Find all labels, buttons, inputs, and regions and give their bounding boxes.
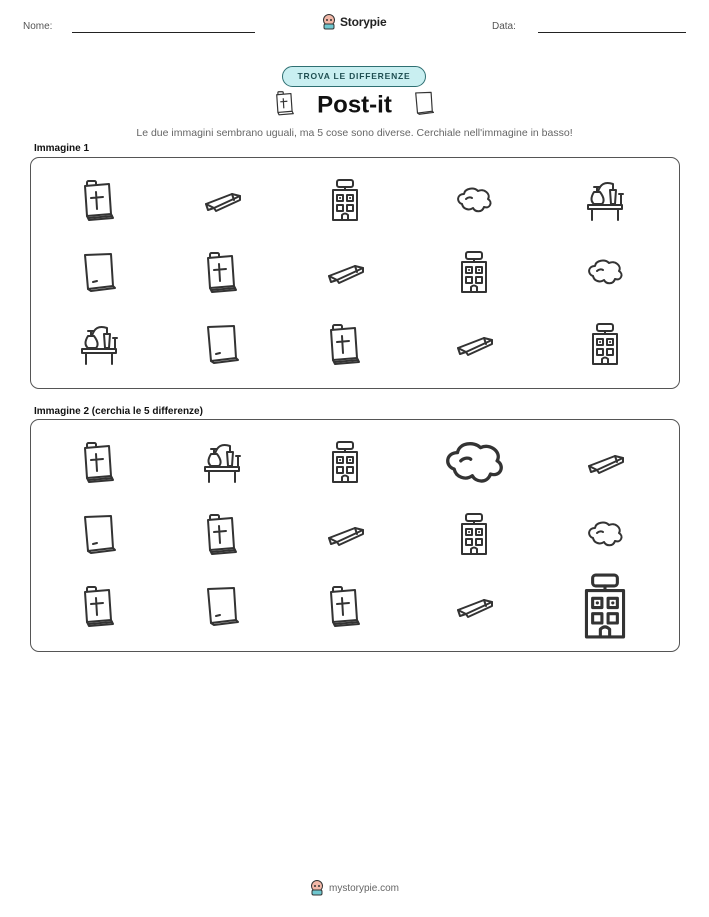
blob-icon[interactable]	[441, 426, 507, 499]
brand-logo	[322, 14, 386, 30]
lab-table-icon[interactable]	[585, 178, 625, 222]
bible-icon[interactable]	[202, 250, 242, 294]
sticky-note-icon	[412, 90, 436, 121]
building-icon[interactable]	[325, 178, 365, 222]
brand-name: Storypie	[340, 15, 387, 29]
sticky-note-icon[interactable]	[202, 584, 242, 628]
eraser-icon[interactable]	[454, 584, 494, 628]
building-icon[interactable]	[585, 322, 625, 366]
footer	[0, 880, 709, 896]
date-label: Data:	[492, 21, 516, 32]
page-title: Post-it	[317, 91, 392, 119]
footer-site: mystorypie.com	[328, 882, 399, 894]
sticky-note-icon[interactable]	[79, 512, 119, 556]
panel-2-label: Immagine 2 (cerchia le 5 differenze)	[34, 406, 203, 417]
lab-table-icon[interactable]	[79, 322, 119, 366]
blob-icon[interactable]	[454, 178, 494, 222]
building-icon[interactable]	[454, 250, 494, 294]
sticky-note-icon[interactable]	[202, 322, 242, 366]
storypie-mascot-icon	[310, 880, 324, 896]
bible-icon[interactable]	[79, 440, 119, 484]
worksheet-type-badge: TROVA LE DIFFERENZE	[282, 66, 426, 87]
bible-icon[interactable]	[202, 512, 242, 556]
eraser-icon[interactable]	[325, 512, 365, 556]
panel-1-label: Immagine 1	[34, 143, 90, 154]
bible-icon[interactable]	[325, 584, 365, 628]
building-icon[interactable]	[574, 572, 636, 640]
bible-icon[interactable]	[79, 584, 119, 628]
storypie-mascot-icon	[322, 14, 336, 30]
name-line[interactable]	[72, 32, 255, 33]
eraser-icon[interactable]	[325, 250, 365, 294]
bible-icon	[273, 90, 297, 121]
panel-1[interactable]	[30, 157, 680, 389]
instructions: Le due immagini sembrano uguali, ma 5 cose sono diverse. Cerchiale nell'immagine in basso!	[136, 127, 573, 139]
sticky-note-icon[interactable]	[79, 250, 119, 294]
date-line[interactable]	[538, 32, 686, 33]
eraser-icon[interactable]	[585, 440, 625, 484]
bible-icon[interactable]	[79, 178, 119, 222]
building-icon[interactable]	[325, 440, 365, 484]
eraser-icon[interactable]	[202, 178, 242, 222]
title-row	[0, 90, 709, 121]
panel-2[interactable]	[30, 419, 680, 652]
lab-table-icon[interactable]	[202, 440, 242, 484]
building-icon[interactable]	[454, 512, 494, 556]
blob-icon[interactable]	[585, 250, 625, 294]
eraser-icon[interactable]	[454, 322, 494, 366]
blob-icon[interactable]	[585, 512, 625, 556]
bible-icon[interactable]	[325, 322, 365, 366]
name-label: Nome:	[23, 21, 53, 32]
